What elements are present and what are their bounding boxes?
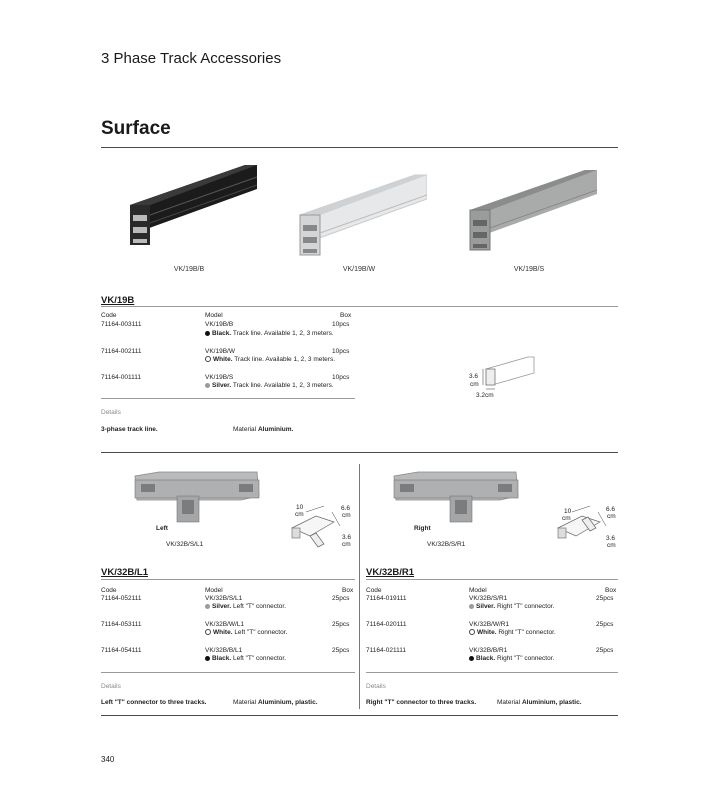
left-col-model: Model xyxy=(205,587,223,594)
silver-dot-icon xyxy=(205,383,210,388)
track-dim-height-unit: cm xyxy=(470,381,479,388)
vk19-row2-desc: White. Track line. Available 1, 2, 3 meters. xyxy=(205,356,335,363)
right-col-code: Code xyxy=(366,587,382,594)
vk19-row2-model: VK/19B/W xyxy=(205,348,235,355)
track-caption-black: VK/19B/B xyxy=(173,266,205,273)
left-connector-dim-a: 10 xyxy=(296,504,304,511)
vk19-row3-desc: Silver. Track line. Available 1, 2, 3 meters. xyxy=(205,382,334,389)
black-dot-icon xyxy=(469,656,474,661)
vk19-row1-model: VK/19B/B xyxy=(205,321,234,328)
vk19-bottom-rule xyxy=(101,452,618,453)
left-table-rule xyxy=(101,672,355,673)
right-row2-box: 25pcs xyxy=(596,621,614,628)
right-connector-title: VK/32B/R1 xyxy=(366,567,415,578)
left-connector-dim-c: 3.6 xyxy=(342,534,352,541)
vk19-row1-box: 10pcs xyxy=(332,321,350,328)
left-row3-desc: Black. Left "T" connector. xyxy=(205,655,286,662)
silver-dot-icon xyxy=(469,604,474,609)
left-connector-caption: VK/32B/S/L1 xyxy=(166,541,204,548)
right-row1-desc: Silver. Right "T" connector. xyxy=(469,603,554,610)
bottom-rule xyxy=(101,715,618,716)
right-connector-rule xyxy=(366,579,618,580)
track-dim-height: 3.6 xyxy=(469,373,479,380)
right-row2-model: VK/32B/W/R1 xyxy=(469,621,510,628)
left-row3-model: VK/32B/B/L1 xyxy=(205,647,243,654)
track-image-black xyxy=(125,163,257,258)
vk19-material: Material Aluminium. xyxy=(233,426,294,433)
right-connector-image xyxy=(388,466,523,526)
right-row3-model: VK/32B/B/R1 xyxy=(469,647,508,654)
right-connector-dim-c-unit: cm xyxy=(607,542,616,549)
right-details-label: Details xyxy=(366,683,386,690)
left-connector-dimension-drawing xyxy=(286,500,346,548)
left-row1-desc: Silver. Left "T" connector. xyxy=(205,603,286,610)
track-image-white xyxy=(295,173,427,268)
vk19-col-model: Model xyxy=(205,312,223,319)
left-row3-box: 25pcs xyxy=(332,647,350,654)
white-dot-icon xyxy=(205,629,211,635)
left-col-code: Code xyxy=(101,587,117,594)
black-dot-icon xyxy=(205,656,210,661)
section-title: Surface xyxy=(101,118,171,139)
vk19-row3-code: 71164-001111 xyxy=(101,374,141,381)
right-material: Material Aluminium, plastic. xyxy=(497,699,582,706)
vk19-title: VK/19B xyxy=(101,295,135,306)
track-dim-width: 3.2cm xyxy=(476,392,494,399)
vk19-row2-code: 71164-002111 xyxy=(101,348,142,355)
right-row1-box: 25pcs xyxy=(596,595,614,602)
black-dot-icon xyxy=(205,331,210,336)
right-connector-dim-b-unit: cm xyxy=(607,513,616,520)
right-row1-model: VK/32B/S/R1 xyxy=(469,595,508,602)
right-row1-code: 71164-019111 xyxy=(366,595,407,602)
left-connector-dim-b-unit: cm xyxy=(342,512,351,519)
vk19-col-box: Box xyxy=(340,312,352,319)
right-connector-dim-a-unit: cm xyxy=(562,515,571,522)
white-dot-icon xyxy=(205,356,211,362)
right-connector-dim-b: 6.6 xyxy=(606,506,616,513)
left-material: Material Aluminium, plastic. xyxy=(233,699,318,706)
right-row3-desc: Black. Right "T" connector. xyxy=(469,655,554,662)
vk19-row1-desc: Black. Track line. Available 1, 2, 3 meters. xyxy=(205,330,334,337)
vk19-row3-box: 10pcs xyxy=(332,374,350,381)
left-details-label: Details xyxy=(101,683,121,690)
left-row2-box: 25pcs xyxy=(332,621,350,628)
left-connector-side-label: Left xyxy=(156,525,168,532)
right-connector-caption: VK/32B/S/R1 xyxy=(427,541,466,548)
track-caption-white: VK/19B/W xyxy=(342,266,376,273)
left-col-box: Box xyxy=(342,587,354,594)
vk19-row3-model: VK/19B/S xyxy=(205,374,234,381)
vk19-table-rule xyxy=(101,398,355,399)
vk19-row2-box: 10pcs xyxy=(332,348,350,355)
left-row3-code: 71164-054111 xyxy=(101,647,142,654)
left-connector-dim-c-unit: cm xyxy=(342,541,351,548)
right-table-rule xyxy=(366,672,618,673)
page-header-title: 3 Phase Track Accessories xyxy=(101,50,282,67)
left-row1-model: VK/32B/S/L1 xyxy=(205,595,243,602)
right-connector-side-label: Right xyxy=(414,525,431,532)
right-col-model: Model xyxy=(469,587,487,594)
left-row2-desc: White. Left "T" connector. xyxy=(205,629,287,636)
white-dot-icon xyxy=(469,629,475,635)
silver-dot-icon xyxy=(205,604,210,609)
left-row2-model: VK/32B/W/L1 xyxy=(205,621,245,628)
track-caption-silver: VK/19B/S xyxy=(513,266,545,273)
left-row1-code: 71164-052111 xyxy=(101,595,142,602)
section-rule xyxy=(101,147,618,148)
right-col-box: Box xyxy=(605,587,617,594)
left-details-text: Left "T" connector to three tracks. xyxy=(101,699,207,706)
left-connector-dim-b: 6.6 xyxy=(341,505,351,512)
right-connector-dim-a: 10 xyxy=(564,508,572,515)
vk19-col-code: Code xyxy=(101,312,117,319)
left-connector-image xyxy=(129,466,264,526)
right-details-text: Right "T" connector to three tracks. xyxy=(366,699,477,706)
track-image-silver xyxy=(465,168,597,263)
right-row2-code: 71164-020111 xyxy=(366,621,407,628)
page-number: 340 xyxy=(101,755,115,764)
right-connector-dimension-drawing xyxy=(552,500,612,548)
right-connector-dim-c: 3.6 xyxy=(606,535,616,542)
left-connector-rule xyxy=(101,579,355,580)
left-connector-title: VK/32B/L1 xyxy=(101,567,148,578)
column-divider xyxy=(359,464,360,709)
vk19-details-label: Details xyxy=(101,409,121,416)
left-row2-code: 71164-053111 xyxy=(101,621,142,628)
right-row3-box: 25pcs xyxy=(596,647,614,654)
vk19-rule xyxy=(101,306,618,307)
right-row3-code: 71164-021111 xyxy=(366,647,406,654)
left-connector-dim-a-unit: cm xyxy=(295,511,304,518)
vk19-details-text: 3-phase track line. xyxy=(101,426,158,433)
right-row2-desc: White. Right "T" connector. xyxy=(469,629,556,636)
left-row1-box: 25pcs xyxy=(332,595,350,602)
vk19-row1-code: 71164-003111 xyxy=(101,321,142,328)
